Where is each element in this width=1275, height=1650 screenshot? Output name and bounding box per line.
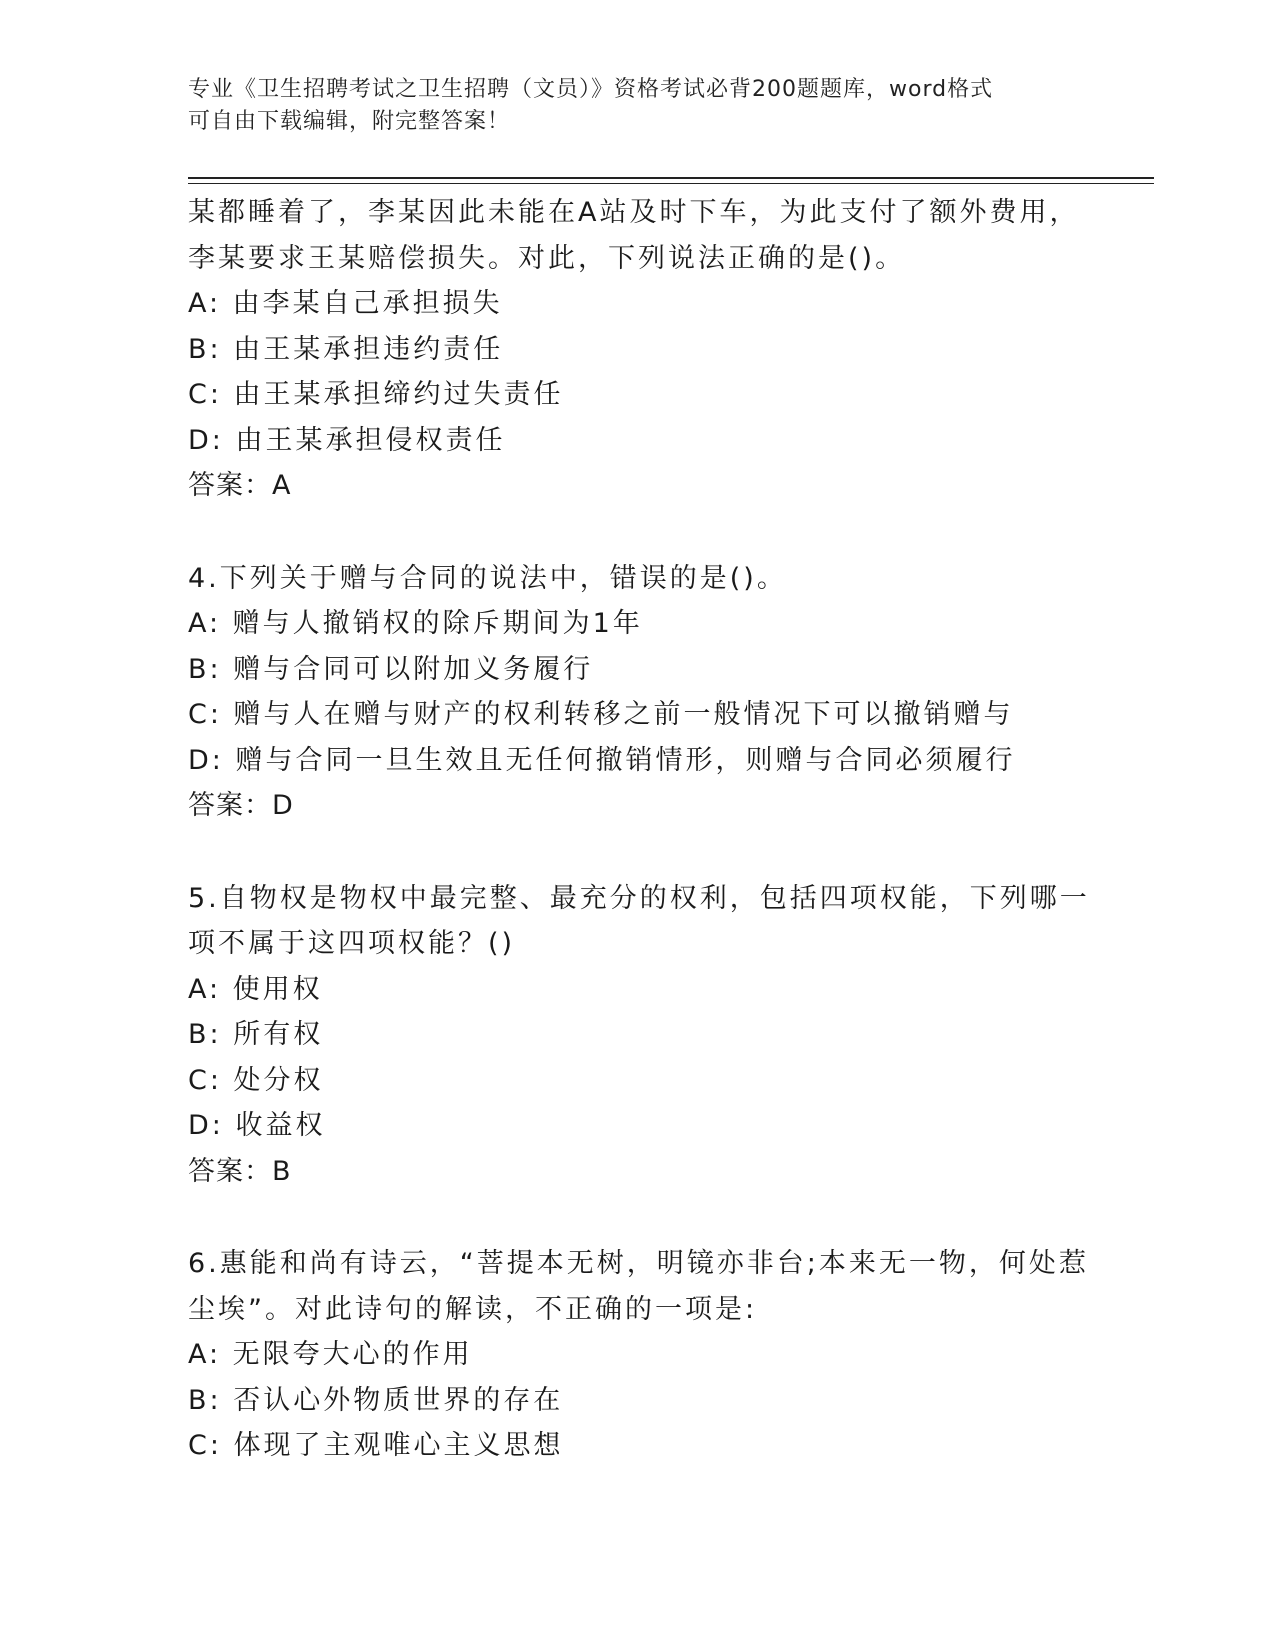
question-stem-line: 5.自物权是物权中最完整、最充分的权利，包括四项权能，下列哪一: [188, 882, 1090, 914]
option-d: D: 赠与合同一旦生效且无任何撤销情形，则赠与合同必须履行: [188, 744, 1016, 776]
question-gap: [188, 1194, 1088, 1241]
header-line-1: 专业《卫生招聘考试之卫生招聘（文员）》资格考试必背200题题库，word格式: [188, 77, 994, 102]
question-stem-line: 李某要求王某赔偿损失。对此，下列说法正确的是()。: [188, 242, 906, 274]
question-stem-line: 6.惠能和尚有诗云，“菩提本无树，明镜亦非台;本来无一物，何处惹: [188, 1248, 1089, 1279]
question-stem-line: 某都睡着了，李某因此未能在A站及时下车，为此支付了额外费用，: [188, 197, 1080, 228]
option-b: B: 赠与合同可以附加义务履行: [188, 653, 594, 685]
question-gap: [188, 509, 1088, 556]
header-divider-thick: [188, 177, 1154, 179]
answer-line: 答案：A: [188, 470, 292, 501]
answer-line: 答案：D: [188, 790, 294, 821]
option-c: C: 由王某承担缔约过失责任: [188, 379, 564, 410]
question-5: [188, 876, 1088, 1195]
question-content: [188, 190, 1088, 1469]
question-gap: [188, 829, 1088, 876]
option-a: A: 使用权: [188, 973, 323, 1005]
question-3: [188, 190, 1088, 509]
option-d: D: 由王某承担侵权责任: [188, 424, 506, 456]
option-b: B: 所有权: [188, 1019, 324, 1050]
question-stem-line: 4.下列关于赠与合同的说法中，错误的是()。: [188, 562, 787, 594]
header-line-2: 可自由下载编辑，附完整答案！: [188, 109, 511, 134]
option-a: A: 由李某自己承担损失: [188, 288, 503, 319]
option-a: A: 无限夸大心的作用: [188, 1339, 473, 1370]
question-4: [188, 556, 1088, 829]
option-c: C: 赠与人在赠与财产的权利转移之前一般情况下可以撤销赠与: [188, 699, 1014, 730]
option-c: C: 体现了主观唯心主义思想: [188, 1430, 564, 1461]
answer-line: 答案：B: [188, 1155, 292, 1187]
option-d: D: 收益权: [188, 1110, 326, 1141]
question-stem-line: 项不属于这四项权能？(): [188, 928, 516, 959]
document-header: [188, 74, 1068, 138]
header-divider-thin: [188, 183, 1154, 184]
option-b: B: 由王某承担违约责任: [188, 333, 504, 365]
question-stem-line: 尘埃”。对此诗句的解读，不正确的一项是:: [188, 1293, 758, 1325]
option-b: B: 否认心外物质世界的存在: [188, 1384, 564, 1416]
option-c: C: 处分权: [188, 1064, 324, 1096]
question-6: [188, 1241, 1088, 1469]
option-a: A: 赠与人撤销权的除斥期间为1年: [188, 608, 643, 639]
